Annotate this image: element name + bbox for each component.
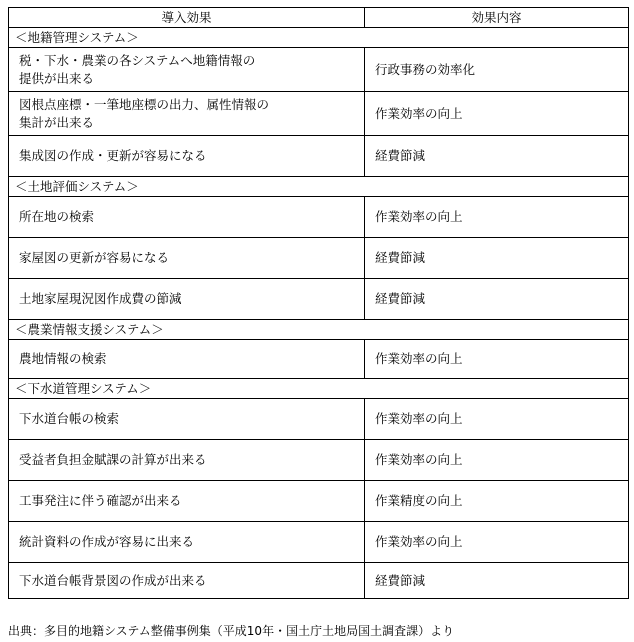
section-header-row (9, 320, 629, 340)
effect-cell (9, 92, 365, 136)
effect-line: 税・下水・農業の各システムへ地籍情報の (19, 52, 256, 68)
content-cell: 作業効率の向上 (365, 399, 629, 440)
effect-cell: 工事発注に伴う確認が出来る (9, 481, 365, 522)
source-note: 出典：多目的地籍システム整備事例集（平成10年・国土庁土地局国土調査課）より (8, 624, 455, 638)
effect-line: 集計が出来る (19, 114, 95, 130)
effect-cell: 所在地の検索 (9, 197, 365, 238)
section-header-row (9, 379, 629, 399)
effect-cell: 下水道台帳背景図の作成が出来る (9, 563, 365, 599)
effect-cell: 下水道台帳の検索 (9, 399, 365, 440)
effect-cell: 受益者負担金賦課の計算が出来る (9, 440, 365, 481)
content-cell: 作業精度の向上 (365, 481, 629, 522)
table-row (9, 238, 629, 279)
effect-cell: 土地家屋現況図作成費の節減 (9, 279, 365, 320)
effects-table (8, 7, 629, 599)
effect-line: 提供が出来る (19, 70, 95, 86)
section-title: ＜農業情報支援システム＞ (9, 320, 629, 340)
content-cell: 作業効率の向上 (365, 197, 629, 238)
table-row (9, 48, 629, 92)
section-header-row (9, 28, 629, 48)
table-row (9, 136, 629, 177)
table-row (9, 399, 629, 440)
table-row (9, 522, 629, 563)
effect-line: 図根点座標・一筆地座標の出力、属性情報の (19, 96, 270, 112)
section-header-row (9, 177, 629, 197)
effect-cell: 家屋図の更新が容易になる (9, 238, 365, 279)
content-cell: 作業効率の向上 (365, 92, 629, 136)
table-row (9, 563, 629, 599)
table-header-row (9, 8, 629, 28)
effect-cell: 統計資料の作成が容易に出来る (9, 522, 365, 563)
content-cell: 経費節減 (365, 136, 629, 177)
content-cell: 経費節減 (365, 238, 629, 279)
table-row (9, 279, 629, 320)
table-row (9, 92, 629, 136)
header-content: 効果内容 (365, 8, 629, 28)
effect-cell: 農地情報の検索 (9, 340, 365, 379)
table-row (9, 197, 629, 238)
table-row (9, 440, 629, 481)
header-effect: 導入効果 (9, 8, 365, 28)
section-title: ＜土地評価システム＞ (9, 177, 629, 197)
content-cell: 行政事務の効率化 (365, 48, 629, 92)
effect-cell (9, 48, 365, 92)
table-row (9, 481, 629, 522)
content-cell: 作業効率の向上 (365, 340, 629, 379)
table-row (9, 340, 629, 379)
effect-cell: 集成図の作成・更新が容易になる (9, 136, 365, 177)
content-cell: 経費節減 (365, 563, 629, 599)
section-title: ＜地籍管理システム＞ (9, 28, 629, 48)
content-cell: 経費節減 (365, 279, 629, 320)
section-title: ＜下水道管理システム＞ (9, 379, 629, 399)
content-cell: 作業効率の向上 (365, 522, 629, 563)
content-cell: 作業効率の向上 (365, 440, 629, 481)
